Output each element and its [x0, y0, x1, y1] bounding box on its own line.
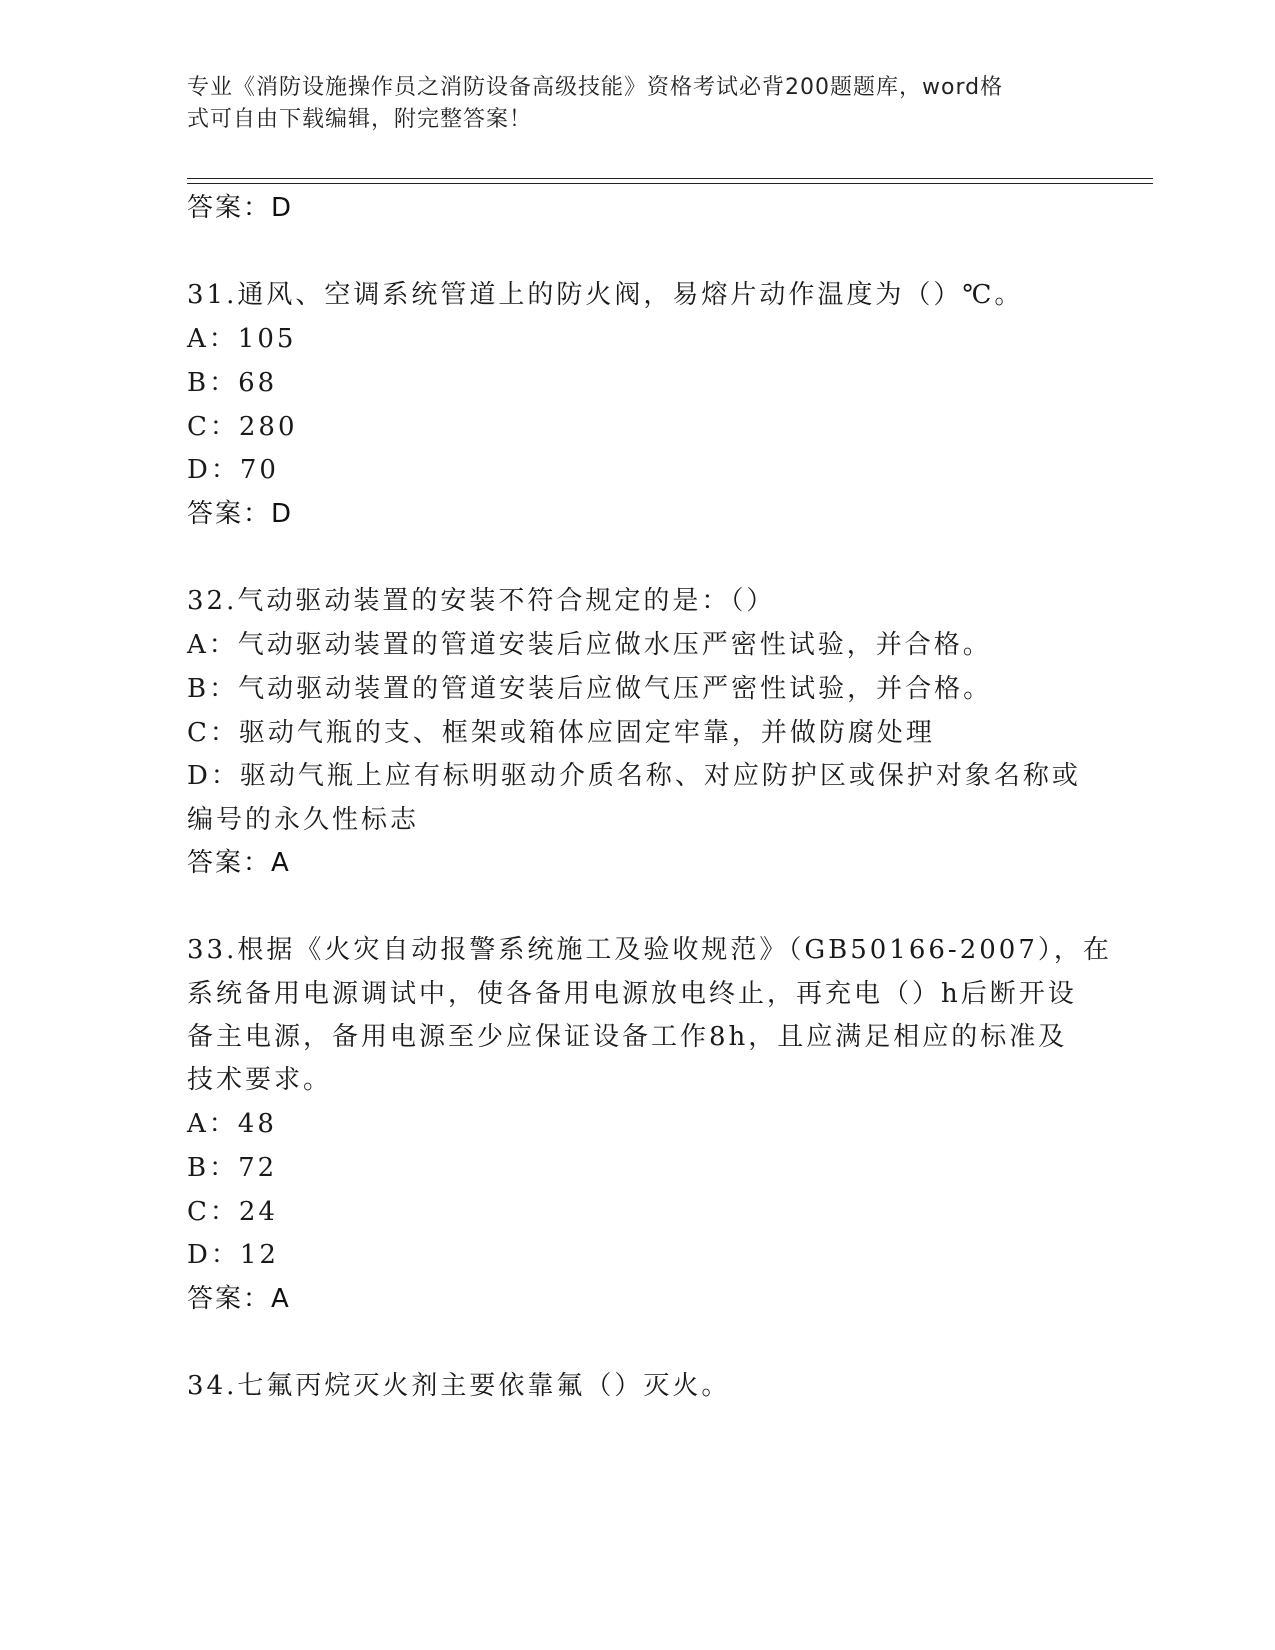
question-33-text-line-1: 33.根据《火灾自动报警系统施工及验收规范》（GB50166-2007），在: [187, 935, 1112, 965]
question-31-text: 31.通风、空调系统管道上的防火阀，易熔片动作温度为（）℃。: [187, 280, 1024, 310]
question-32-answer: 答案：A: [187, 848, 291, 878]
question-33-option-c: C：24: [187, 1197, 278, 1227]
question-33-text-line-4: 技术要求。: [187, 1065, 333, 1095]
question-33-text-line-3: 备主电源，备用电源至少应保证设备工作8h，且应满足相应的标准及: [187, 1022, 1068, 1052]
question-32-option-d: D：驱动气瓶上应有标明驱动介质名称、对应防护区或保护对象名称或: [187, 761, 1081, 791]
question-32-text: 32.气动驱动装置的安装不符合规定的是：（）: [187, 586, 776, 616]
question-31-option-d: D：70: [187, 455, 279, 485]
question-33-answer: 答案：A: [187, 1284, 291, 1314]
question-32-option-b: B：气动驱动装置的管道安装后应做气压严密性试验，并合格。: [187, 674, 993, 704]
question-31-answer: 答案：D: [187, 499, 294, 529]
header-line-1: 专业《消防设施操作员之消防设备高级技能》资格考试必背200题题库，word格: [187, 75, 1004, 100]
question-32-option-a: A：气动驱动装置的管道安装后应做水压严密性试验，并合格。: [187, 630, 992, 660]
document-header: [187, 72, 1087, 136]
question-32-option-c: C：驱动气瓶的支、框架或箱体应固定牢靠，并做防腐处理: [187, 718, 935, 748]
question-33-option-d: D：12: [187, 1240, 279, 1270]
question-32-option-d-continued: 编号的永久性标志: [187, 805, 420, 835]
question-31-option-c: C：280: [187, 412, 298, 442]
question-31-option-a: A：105: [187, 324, 297, 354]
header-rule-top: [187, 178, 1153, 179]
previous-answer: 答案：D: [187, 193, 294, 223]
question-33-text-line-2: 系统备用电源调试中，使各备用电源放电终止，再充电（）h后断开设: [187, 979, 1077, 1009]
header-line-2: 式可自由下载编辑，附完整答案！: [187, 107, 533, 132]
question-31-option-b: B：68: [187, 368, 278, 398]
header-rule-bottom: [187, 183, 1153, 184]
question-33-option-b: B：72: [187, 1153, 278, 1183]
question-33-option-a: A：48: [187, 1109, 277, 1139]
question-34-text: 34.七氟丙烷灭火剂主要依靠氟（）灭火。: [187, 1371, 731, 1401]
